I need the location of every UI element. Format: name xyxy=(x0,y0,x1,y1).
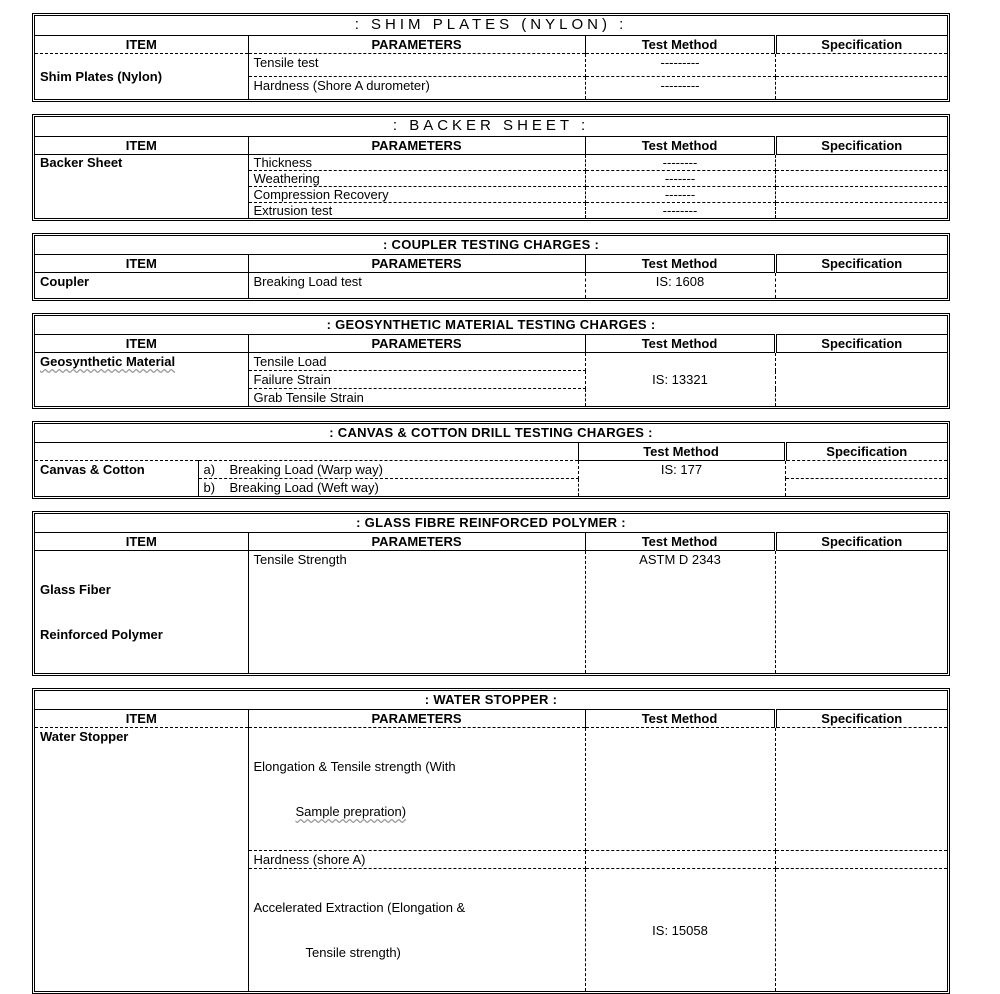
table-title: : GEOSYNTHETIC MATERIAL TESTING CHARGES : xyxy=(35,316,947,335)
specification-cell xyxy=(775,273,947,299)
col-header-test-method: Test Method xyxy=(585,710,775,728)
col-header-item: ITEM xyxy=(35,710,248,728)
parameter-cell: Thickness xyxy=(248,155,585,171)
parameter-cell: Breaking Load test xyxy=(248,273,585,299)
item-cell: Canvas & Cotton xyxy=(35,461,198,497)
coupler-table xyxy=(32,233,950,301)
parameter-cell: a) Breaking Load (Warp way) xyxy=(198,461,578,479)
specification-cell xyxy=(775,77,947,100)
specification-cell xyxy=(785,479,947,497)
col-header-test-method: Test Method xyxy=(585,255,775,273)
parameter-cell: Compression Recovery xyxy=(248,187,585,203)
geosynthetic-table xyxy=(32,313,950,409)
test-method-cell: ------- xyxy=(585,187,775,203)
col-header-specification: Specification xyxy=(775,533,947,551)
specification-cell xyxy=(775,203,947,219)
parameter-line-2: Sample prepration) xyxy=(295,804,407,819)
col-header-test-method: Test Method xyxy=(585,137,775,155)
test-method-cell: -------- xyxy=(585,155,775,171)
col-header-parameters: PARAMETERS xyxy=(248,137,585,155)
col-header-item: ITEM xyxy=(35,137,248,155)
table-title: : SHIM PLATES (NYLON) : xyxy=(35,16,947,36)
specification-cell xyxy=(785,461,947,479)
canvas-cotton-table xyxy=(32,421,950,499)
test-method-cell xyxy=(585,851,775,869)
col-header-parameters: PARAMETERS xyxy=(248,533,585,551)
item-line-1: Glass Fiber xyxy=(40,582,111,597)
item-line-2: Reinforced Polymer xyxy=(40,627,163,642)
parameter-cell xyxy=(248,728,585,851)
col-header-test-method: Test Method xyxy=(585,533,775,551)
specification-cell xyxy=(775,155,947,171)
col-header-specification: Specification xyxy=(775,137,947,155)
test-method-cell: IS: 15058 xyxy=(585,869,775,992)
item-cell: Geosynthetic Material xyxy=(35,353,248,407)
parameter-cell: Grab Tensile Strain xyxy=(248,389,585,407)
col-header-parameters: PARAMETERS xyxy=(248,710,585,728)
specification-cell xyxy=(775,869,947,992)
parameter-cell: b) Breaking Load (Weft way) xyxy=(198,479,578,497)
col-header-test-method: Test Method xyxy=(585,335,775,353)
test-method-cell: IS: 1608 xyxy=(585,273,775,299)
item-cell: Coupler xyxy=(35,273,248,299)
col-header-specification: Specification xyxy=(775,36,947,54)
col-header-parameters: PARAMETERS xyxy=(248,36,585,54)
shim-plates-table xyxy=(32,13,950,102)
col-header-specification: Specification xyxy=(785,443,947,461)
specification-cell xyxy=(775,728,947,851)
parameter-line-2: Tensile strength) xyxy=(305,945,401,960)
parameter-cell: Tensile Strength xyxy=(248,551,585,674)
parameter-cell: Weathering xyxy=(248,171,585,187)
specification-cell xyxy=(775,551,947,674)
item-cell: Backer Sheet xyxy=(35,155,248,219)
col-header-specification: Specification xyxy=(775,335,947,353)
col-header-specification: Specification xyxy=(775,710,947,728)
col-header-parameters: PARAMETERS xyxy=(248,255,585,273)
col-header-item: ITEM xyxy=(35,255,248,273)
specification-cell xyxy=(775,851,947,869)
test-method-cell: IS: 177 xyxy=(578,461,785,497)
parameter-cell: Hardness (shore A) xyxy=(248,851,585,869)
table-title: : GLASS FIBRE REINFORCED POLYMER : xyxy=(35,514,947,533)
item-cell xyxy=(35,551,248,674)
parameter-cell: Tensile test xyxy=(248,54,585,77)
parameter-line-1: Elongation & Tensile strength (With xyxy=(253,759,456,774)
col-header-test-method: Test Method xyxy=(578,443,785,461)
table-title: : CANVAS & COTTON DRILL TESTING CHARGES : xyxy=(35,424,947,443)
test-method-cell: -------- xyxy=(585,203,775,219)
test-method-cell: --------- xyxy=(585,77,775,100)
backer-sheet-table xyxy=(32,114,950,221)
item-cell: Water Stopper xyxy=(35,728,248,992)
col-header-specification: Specification xyxy=(775,255,947,273)
parameter-cell xyxy=(248,869,585,992)
parameter-cell: Failure Strain xyxy=(248,371,585,389)
test-method-cell: ------- xyxy=(585,171,775,187)
specification-cell xyxy=(775,187,947,203)
parameter-cell: Hardness (Shore A durometer) xyxy=(248,77,585,100)
table-title: : BACKER SHEET : xyxy=(35,117,947,137)
table-title: : COUPLER TESTING CHARGES : xyxy=(35,236,947,255)
specification-cell xyxy=(775,54,947,77)
col-header-test-method: Test Method xyxy=(585,36,775,54)
test-method-cell: --------- xyxy=(585,54,775,77)
test-method-cell xyxy=(585,728,775,851)
item-cell: Shim Plates (Nylon) xyxy=(35,54,248,100)
col-header-item: ITEM xyxy=(35,335,248,353)
test-method-cell: ASTM D 2343 xyxy=(585,551,775,674)
col-header-parameters: PARAMETERS xyxy=(248,335,585,353)
specification-cell xyxy=(775,353,947,407)
col-header-item: ITEM xyxy=(35,36,248,54)
water-stopper-table xyxy=(32,688,950,994)
col-header-item: ITEM xyxy=(35,533,248,551)
test-method-cell: IS: 13321 xyxy=(585,353,775,407)
parameter-cell: Extrusion test xyxy=(248,203,585,219)
parameter-line-1: Accelerated Extraction (Elongation & xyxy=(253,900,466,915)
table-title: : WATER STOPPER : xyxy=(35,691,947,710)
empty-header-cell xyxy=(35,443,578,461)
parameter-cell: Tensile Load xyxy=(248,353,585,371)
glass-fibre-table xyxy=(32,511,950,676)
specification-cell xyxy=(775,171,947,187)
